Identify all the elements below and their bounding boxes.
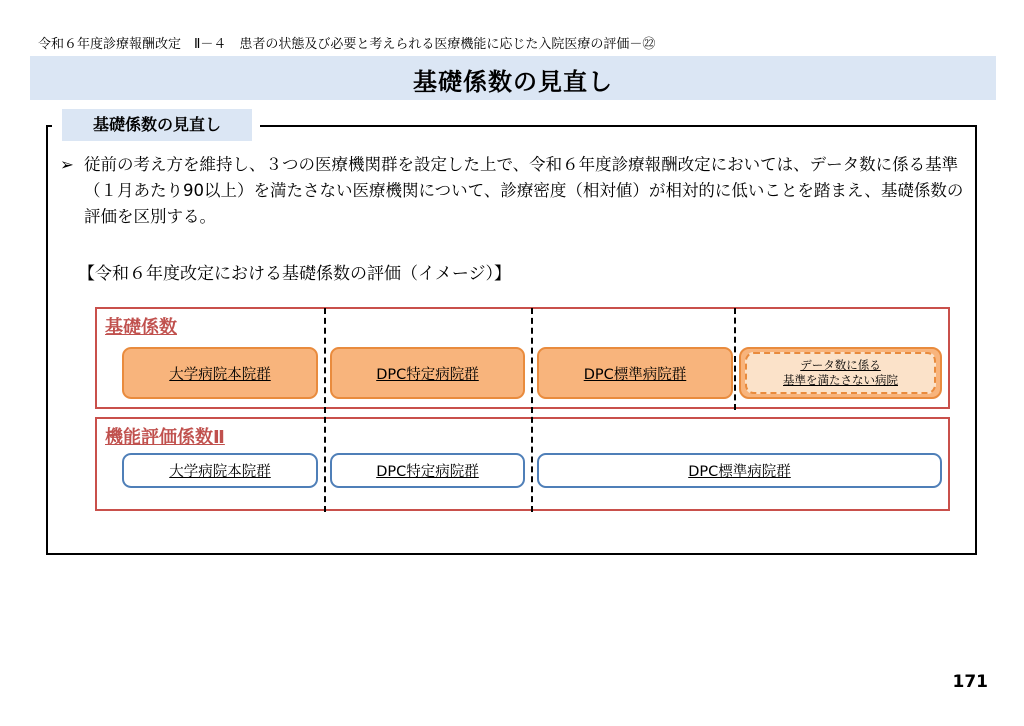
functional-coefficient-label: 機能評価係数Ⅱ — [105, 427, 225, 448]
title-band — [30, 56, 996, 100]
functional-dpc-special-pill — [330, 453, 525, 488]
divider-line-3 — [734, 308, 736, 410]
page-number: 171 — [952, 672, 988, 692]
functional-university-hospital-pill — [122, 453, 318, 488]
basic-coefficient-label: 基礎係数 — [105, 317, 177, 338]
bullet-text: 従前の考え方を維持し、３つの医療機関群を設定した上で、令和６年度診療報酬改定においては、データ数に係る基準（１月あたり90以上）を満たさない医療機関について、診療密度（相対値）が相対的に低いことを踏まえ、基礎係数の評価を区別する。 — [84, 155, 964, 226]
breadcrumb: 令和６年度診療報酬改定 Ⅱ－４ 患者の状態及び必要と考えられる医療機能に応じた入院医療の評価－㉒ — [38, 37, 656, 52]
pill-label-line2: 基準を満たさない病院 — [783, 373, 898, 387]
basic-dpc-special-pill — [330, 347, 525, 399]
diagram-heading: 【令和６年度改定における基礎係数の評価（イメージ）】 — [78, 264, 511, 284]
divider-line-2 — [531, 308, 533, 512]
page-title: 基礎係数の見直し — [413, 68, 613, 96]
pill-label: DPC標準病院群 — [583, 366, 687, 383]
functional-dpc-standard-pill — [537, 453, 942, 488]
pill-label: 大学病院本院群 — [169, 366, 271, 383]
pill-label: DPC特定病院群 — [376, 464, 479, 480]
pill-label: 大学病院本院群 — [169, 464, 271, 480]
bullet-arrow-icon: ➢ — [60, 155, 74, 174]
basic-dpc-standard-pill — [537, 347, 733, 399]
section-tab: 基礎係数の見直し — [62, 109, 252, 141]
basic-university-hospital-pill — [122, 347, 318, 399]
pill-label: DPC特定病院群 — [376, 366, 479, 383]
pill-label: DPC標準病院群 — [688, 464, 791, 480]
basic-data-criteria-pill — [745, 352, 936, 394]
divider-line-1 — [324, 308, 326, 512]
pill-label-line1: データ数に係る — [800, 358, 881, 372]
